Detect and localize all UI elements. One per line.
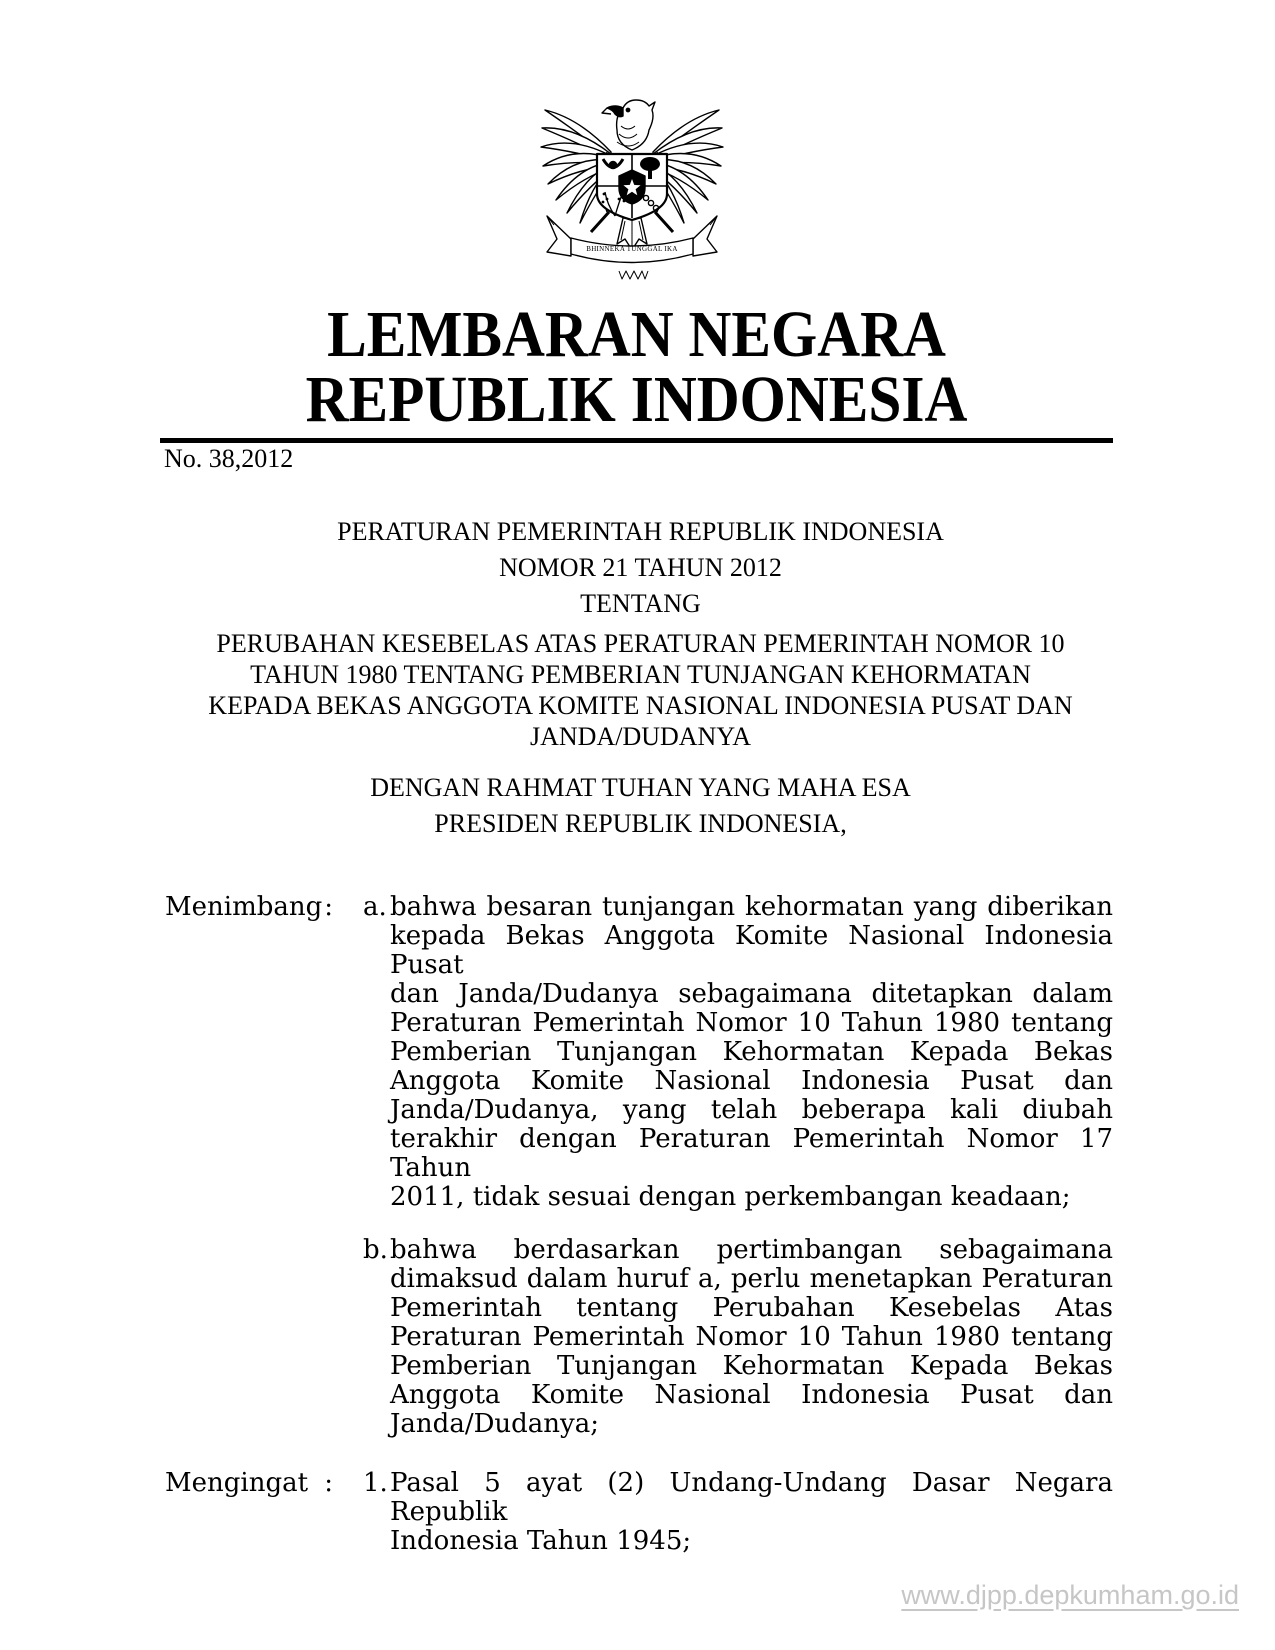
item-text bbox=[390, 1236, 1113, 1439]
considerans-label-text: Menimbang bbox=[165, 892, 323, 922]
text-line: kepada Bekas Anggota Komite Nasional Indonesia Pusat bbox=[390, 921, 1113, 980]
masthead-title-line2: REPUBLIK INDONESIA bbox=[305, 363, 968, 436]
text-line: TAHUN 1980 TENTANG PEMBERIAN TUNJANGAN KEHORMATAN bbox=[250, 660, 1031, 689]
considerans-label-text: Mengingat bbox=[165, 1468, 309, 1498]
text-line: bahwa berdasarkan pertimbangan sebagaimana bbox=[390, 1235, 1113, 1265]
item-marker: 1. bbox=[363, 1468, 388, 1498]
considerans-row bbox=[165, 893, 1113, 1439]
authority: PRESIDEN REPUBLIK INDONESIA, bbox=[434, 809, 847, 838]
considerans-item bbox=[363, 1236, 1113, 1439]
motto-text: BHINNEKA TUNGGAL IKA bbox=[586, 245, 678, 253]
text-line: Peraturan Pemerintah Nomor 10 Tahun 1980 tentang bbox=[390, 1008, 1113, 1038]
garuda-head bbox=[602, 100, 655, 150]
pancasila-shield bbox=[597, 154, 667, 220]
text-line: 2011, tidak sesuai dengan perkembangan keadaan; bbox=[390, 1182, 1071, 1212]
considerans-label bbox=[165, 1469, 363, 1498]
text-line: Anggota Komite Nasional Indonesia Pusat dan bbox=[390, 1380, 1113, 1410]
considerans-items bbox=[363, 893, 1113, 1439]
text-line: Pemerintah tentang Perubahan Kesebelas Atas bbox=[390, 1293, 1113, 1323]
text-line: Janda/Dudanya; bbox=[390, 1409, 600, 1439]
considerans-label bbox=[165, 893, 363, 922]
text-line: Anggota Komite Nasional Indonesia Pusat dan bbox=[390, 1066, 1113, 1096]
considerans-item bbox=[363, 1469, 1113, 1556]
considerans-row bbox=[165, 1469, 1113, 1556]
item-text bbox=[390, 893, 1113, 1212]
text-line: PERUBAHAN KESEBELAS ATAS PERATURAN PEMERINTAH NOMOR 10 bbox=[216, 629, 1065, 658]
issue-number: No. 38,2012 bbox=[164, 444, 294, 473]
considerans-items bbox=[363, 1469, 1113, 1556]
considerans-colon: : bbox=[324, 1468, 333, 1498]
text-line: Pasal 5 ayat (2) Undang-Undang Dasar Negara Republik bbox=[390, 1468, 1113, 1527]
text-line: Janda/Dudanya, yang telah beberapa kali diubah bbox=[390, 1095, 1113, 1125]
text-line: JANDA/DUDANYA bbox=[530, 722, 751, 751]
invocation: DENGAN RAHMAT TUHAN YANG MAHA ESA bbox=[370, 773, 911, 802]
text-line: terakhir dengan Peraturan Pemerintah Nomor 17 Tahun bbox=[390, 1124, 1113, 1183]
considerans-colon: : bbox=[324, 892, 333, 922]
text-line: bahwa besaran tunjangan kehormatan yang diberikan bbox=[390, 892, 1113, 922]
considerans bbox=[165, 893, 1113, 1556]
item-marker: a. bbox=[363, 892, 387, 922]
considerans-item bbox=[363, 893, 1113, 1212]
doc-number: NOMOR 21 TAHUN 2012 bbox=[499, 553, 782, 582]
item-text bbox=[390, 1469, 1113, 1556]
text-line: dimaksud dalam huruf a, perlu menetapkan Peraturan bbox=[390, 1264, 1113, 1294]
item-marker: b. bbox=[363, 1235, 388, 1265]
watermark-link[interactable]: www.djpp.depkumham.go.id bbox=[901, 1580, 1239, 1610]
text-line: Indonesia Tahun 1945; bbox=[390, 1526, 692, 1556]
text-line: dan Janda/Dudanya sebagaimana ditetapkan dalam bbox=[390, 979, 1113, 1009]
text-line: KEPADA BEKAS ANGGOTA KOMITE NASIONAL INDONESIA PUSAT DAN bbox=[208, 691, 1073, 720]
text-line: Peraturan Pemerintah Nomor 10 Tahun 1980 tentang bbox=[390, 1322, 1113, 1352]
doc-about: TENTANG bbox=[580, 589, 701, 618]
heading-block bbox=[168, 514, 1113, 842]
masthead-title-line1: LEMBARAN NEGARA bbox=[327, 298, 946, 371]
masthead-divider bbox=[160, 438, 1113, 443]
doc-subject bbox=[168, 628, 1113, 752]
doc-type: PERATURAN PEMERINTAH REPUBLIK INDONESIA bbox=[337, 517, 944, 546]
text-line: Pemberian Tunjangan Kehormatan Kepada Bekas bbox=[390, 1351, 1113, 1381]
masthead-title bbox=[208, 298, 1066, 436]
garuda-pancasila-emblem bbox=[537, 90, 727, 290]
text-line: Pemberian Tunjangan Kehormatan Kepada Bekas bbox=[390, 1037, 1113, 1067]
